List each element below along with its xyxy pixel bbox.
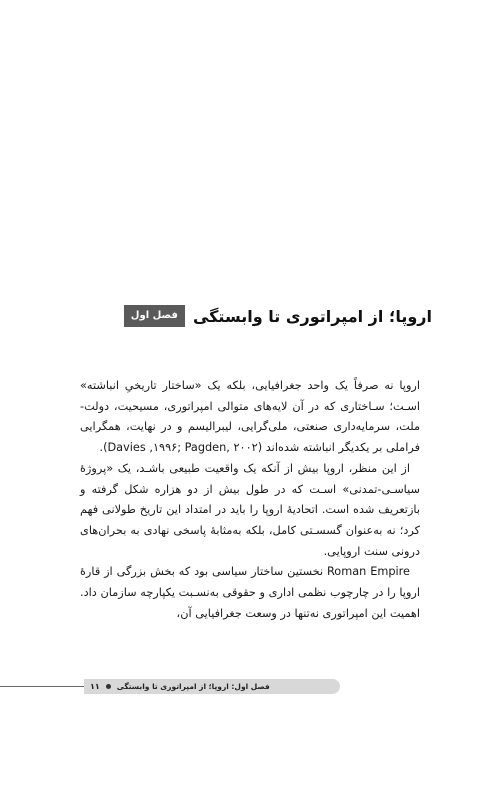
paragraph-1: اروپا نه صرفاً یک واحد جغرافیایی، بلکه یک «ساختار تاریخیِ انباشته» اسـت؛ سـاختاری که در آن لایه‌های متوالی امپراتوری، مسیحیت، دولت-ملت، سرمایه‌داری صنعتی، ملی‌گرایی، لیبرالیسم و در نهایت، همگرایی فراملی بر یکدیگر انباشته شده‌اند (Davies ,۱۹۹۶; Pagden, ۲۰۰۲).	[80, 379, 420, 455]
paragraph-3: Roman Empire نخستین ساختار سیاسی بود که بخش بزرگی از قارهٔ اروپا را در چارچوب نظمی اداری و حقوقی به‌نسـبت یکپارچه سازمان داد. اهمیت این امپراتوری نه‌تنها در وسعت جغرافیایی آن،	[80, 565, 420, 620]
chapter-badge: فصل اول	[124, 305, 185, 327]
chapter-title: اروپا؛ از امپراتوری تا وابستگی	[192, 306, 432, 326]
footer-content	[90, 682, 270, 691]
chapter-heading	[124, 305, 432, 327]
body-text	[80, 376, 420, 624]
bullet-dot-icon	[106, 684, 111, 689]
running-title: فصل اول: اروپا؛ از امپراتوری تا وابستگی	[116, 682, 270, 691]
running-footer	[84, 679, 340, 694]
page-number: ۱۱	[90, 682, 100, 691]
paragraph-2: از این منظر، اروپا بیش از آنکه یک واقعیت طبیعی باشـد، یک «پروژهٔ سیاسـی-تمدنی» اسـت که در طول بیش از دو هزاره شکل گرفته و بازتعریف شده است. اتحادیهٔ اروپا را باید در امتداد این تاریخ طولانی فهم کرد؛ نه به‌عنوان گسسـتی کامل، بلکه به‌مثابهٔ پاسخی نهادی به بحران‌های درونی سنت اروپایی.	[80, 461, 420, 558]
footer-rule	[0, 686, 84, 687]
